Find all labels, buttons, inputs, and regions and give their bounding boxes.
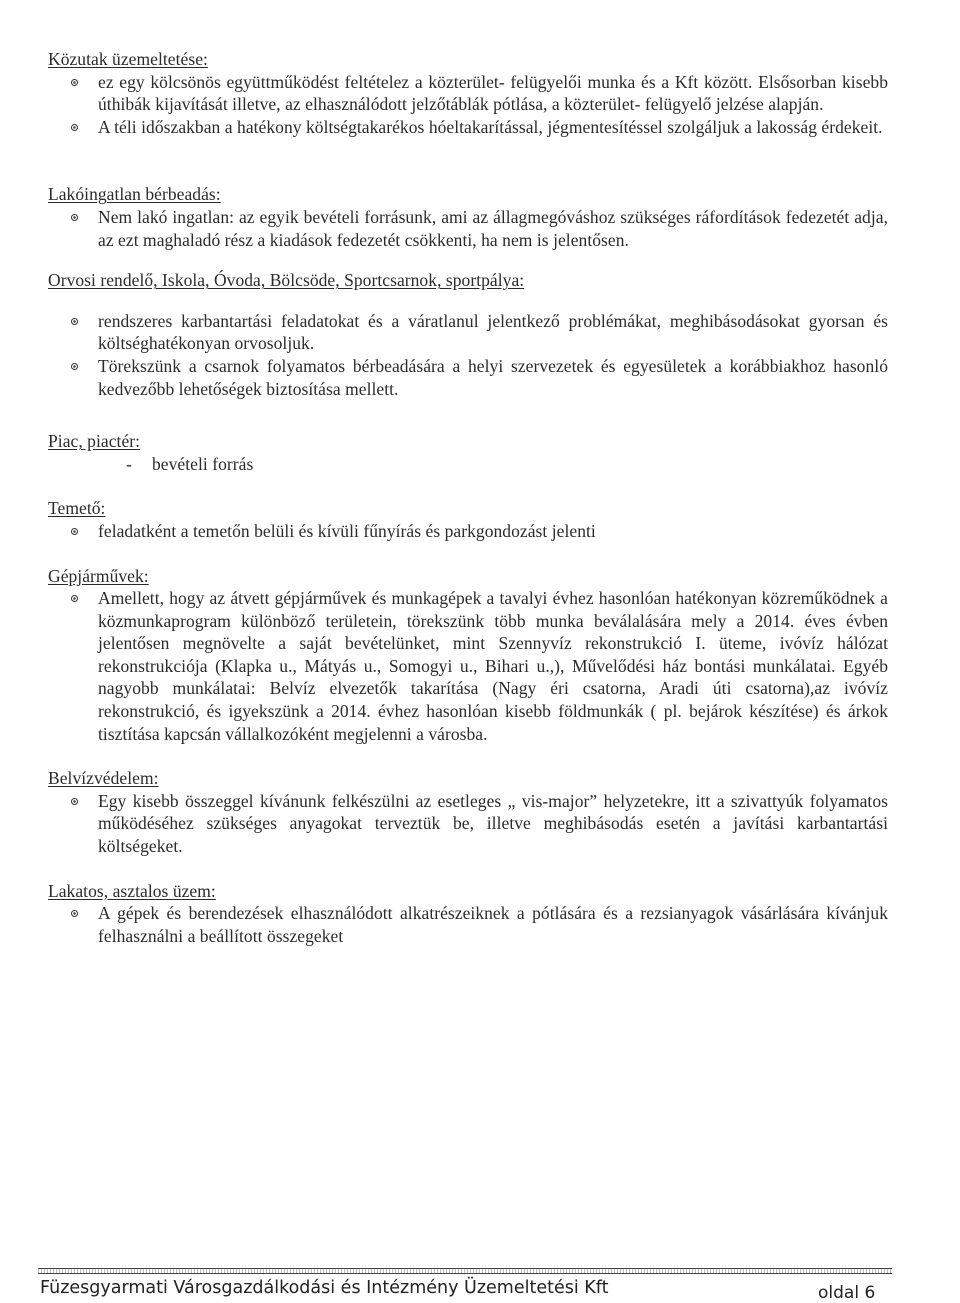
dash-item-text: bevételi forrás bbox=[152, 453, 254, 474]
list-item-text: ez egy kölcsönös együttműködést feltételez a közterület- felügyelői munka és a Kft között. Elsősorban kisebb úthibák kijavítását illetve, az elhasználódott jelzőtáblák pótlása, a közterület- felügyelő jelzése alapján. bbox=[98, 71, 888, 115]
list-item-text: feladatként a temetőn belüli és kívüli fűnyírás és parkgondozást jelenti bbox=[98, 520, 596, 541]
bullet-icon bbox=[71, 124, 78, 131]
list-item bbox=[48, 116, 888, 139]
bullet-list bbox=[48, 310, 888, 400]
section-heading: Belvízvédelem: bbox=[48, 768, 159, 789]
bullet-list bbox=[48, 587, 888, 745]
section-heading: Gépjárművek: bbox=[48, 565, 149, 586]
list-item-text: Nem lakó ingatlan: az egyik bevételi forrásunk, ami az állagmegóváshoz szükséges ráfordítások fedezetét adja, az ezt maghaladó rész a kiadások fedezetét csökkenti, ha nem is jelentősen. bbox=[98, 206, 888, 250]
bullet-icon bbox=[71, 528, 78, 535]
section-gepjarmuvek bbox=[48, 565, 888, 746]
list-item-text: Amellett, hogy az átvett gépjárművek és munkagépek a tavalyi évhez hasonlóan hatékonyan közreműködnek a közmunkaprogram különböző területein, törekszünk több munka beválalására mely a 2014. éves évben jelentősen megnövelte a saját bevételünket, mint Szennyvíz rekonstrukció I. üteme, ivóvíz hálózat rekonstrukciója (Klapka u., Mátyás u., Somogyi u., Bihari u.,), Művelődési ház bontási munkálatai. Egyéb nagyobb munkálatai: Belvíz elvezetők takarítása (Nagy éri csatorna, Aradi úti csatorna),az ivóvíz rekonstrukció, és igyekszünk a 2014. évhez hasonlóan kisebb földmunkák ( pl. bejárok készítése) és árkok tisztítása kapcsán vállalkozóként megjelenni a városba. bbox=[98, 588, 888, 744]
list-item-text: rendszeres karbantartási feladatokat és a váratlanul jelentkező problémákat, meghibásodásokat gyorsan és költséghatékonyan orvosoljuk. bbox=[98, 310, 888, 354]
footer-divider bbox=[38, 1268, 892, 1274]
section-heading: Piac, piactér: bbox=[48, 431, 141, 452]
list-item bbox=[48, 587, 888, 745]
page-number: oldal 6 bbox=[818, 1283, 876, 1303]
section-intezmenyek bbox=[48, 269, 888, 400]
list-item bbox=[48, 790, 888, 858]
list-item-text: Törekszünk a csarnok folyamatos bérbeadására a helyi szervezetek és egyesületek a korábbiakhoz hasonló kedvezőbb lehetőségek biztosítása mellett. bbox=[98, 355, 888, 399]
list-item bbox=[48, 902, 888, 947]
list-item-text: Egy kisebb összeggel kívánunk felkészülni az esetleges „ vis-major” helyzetekre, itt a szivattyúk folyamatos működéséhez szükséges anyagokat terveztük be, illetve meghibásodás esetén a javítási karbantartási költségeket. bbox=[98, 790, 888, 857]
bullet-icon bbox=[71, 318, 78, 325]
dash-item bbox=[48, 453, 888, 476]
section-heading: Közutak üzemeltetése: bbox=[48, 49, 208, 69]
bullet-list bbox=[48, 520, 888, 543]
bullet-icon bbox=[71, 214, 78, 221]
bullet-icon bbox=[71, 910, 78, 917]
list-item bbox=[48, 310, 888, 355]
document-body bbox=[48, 48, 888, 947]
list-item bbox=[48, 520, 888, 543]
section-temeto bbox=[48, 497, 888, 542]
list-item bbox=[48, 206, 888, 251]
section-piac bbox=[48, 430, 888, 475]
section-lakatos bbox=[48, 880, 888, 948]
bullet-icon bbox=[71, 363, 78, 370]
section-kozutak bbox=[48, 48, 888, 138]
section-heading: Lakóingatlan bérbeadás: bbox=[48, 184, 221, 205]
list-item-text: A gépek és berendezések elhasználódott alkatrészeiknek a pótlására és a rezsianyagok vásárlására kívánjuk felhasználni a beállított összegeket bbox=[98, 903, 888, 946]
list-item-text: A téli időszakban a hatékony költségtakarékos hóeltakarítással, jégmentesítéssel szolgáljuk a lakosság érdekeit. bbox=[98, 116, 883, 137]
section-heading: Orvosi rendelő, Iskola, Óvoda, Bölcsöde, Sportcsarnok, sportpálya: bbox=[48, 270, 525, 291]
footer-organization: Füzesgyarmati Városgazdálkodási és Intézmény Üzemeltetési Kft bbox=[40, 1278, 609, 1298]
section-heading: Temető: bbox=[48, 498, 106, 519]
bullet-list bbox=[48, 206, 888, 251]
bullet-list bbox=[48, 902, 888, 947]
list-item bbox=[48, 355, 888, 400]
section-heading: Lakatos, asztalos üzem: bbox=[48, 880, 216, 901]
section-lakoingatlan bbox=[48, 183, 888, 251]
section-belvizvedelem bbox=[48, 767, 888, 857]
list-item bbox=[48, 71, 888, 116]
bullet-list bbox=[48, 71, 888, 139]
bullet-icon bbox=[71, 79, 78, 86]
bullet-icon bbox=[71, 595, 78, 602]
bullet-icon bbox=[71, 798, 78, 805]
bullet-list bbox=[48, 790, 888, 858]
dash-marker: - bbox=[126, 453, 132, 474]
